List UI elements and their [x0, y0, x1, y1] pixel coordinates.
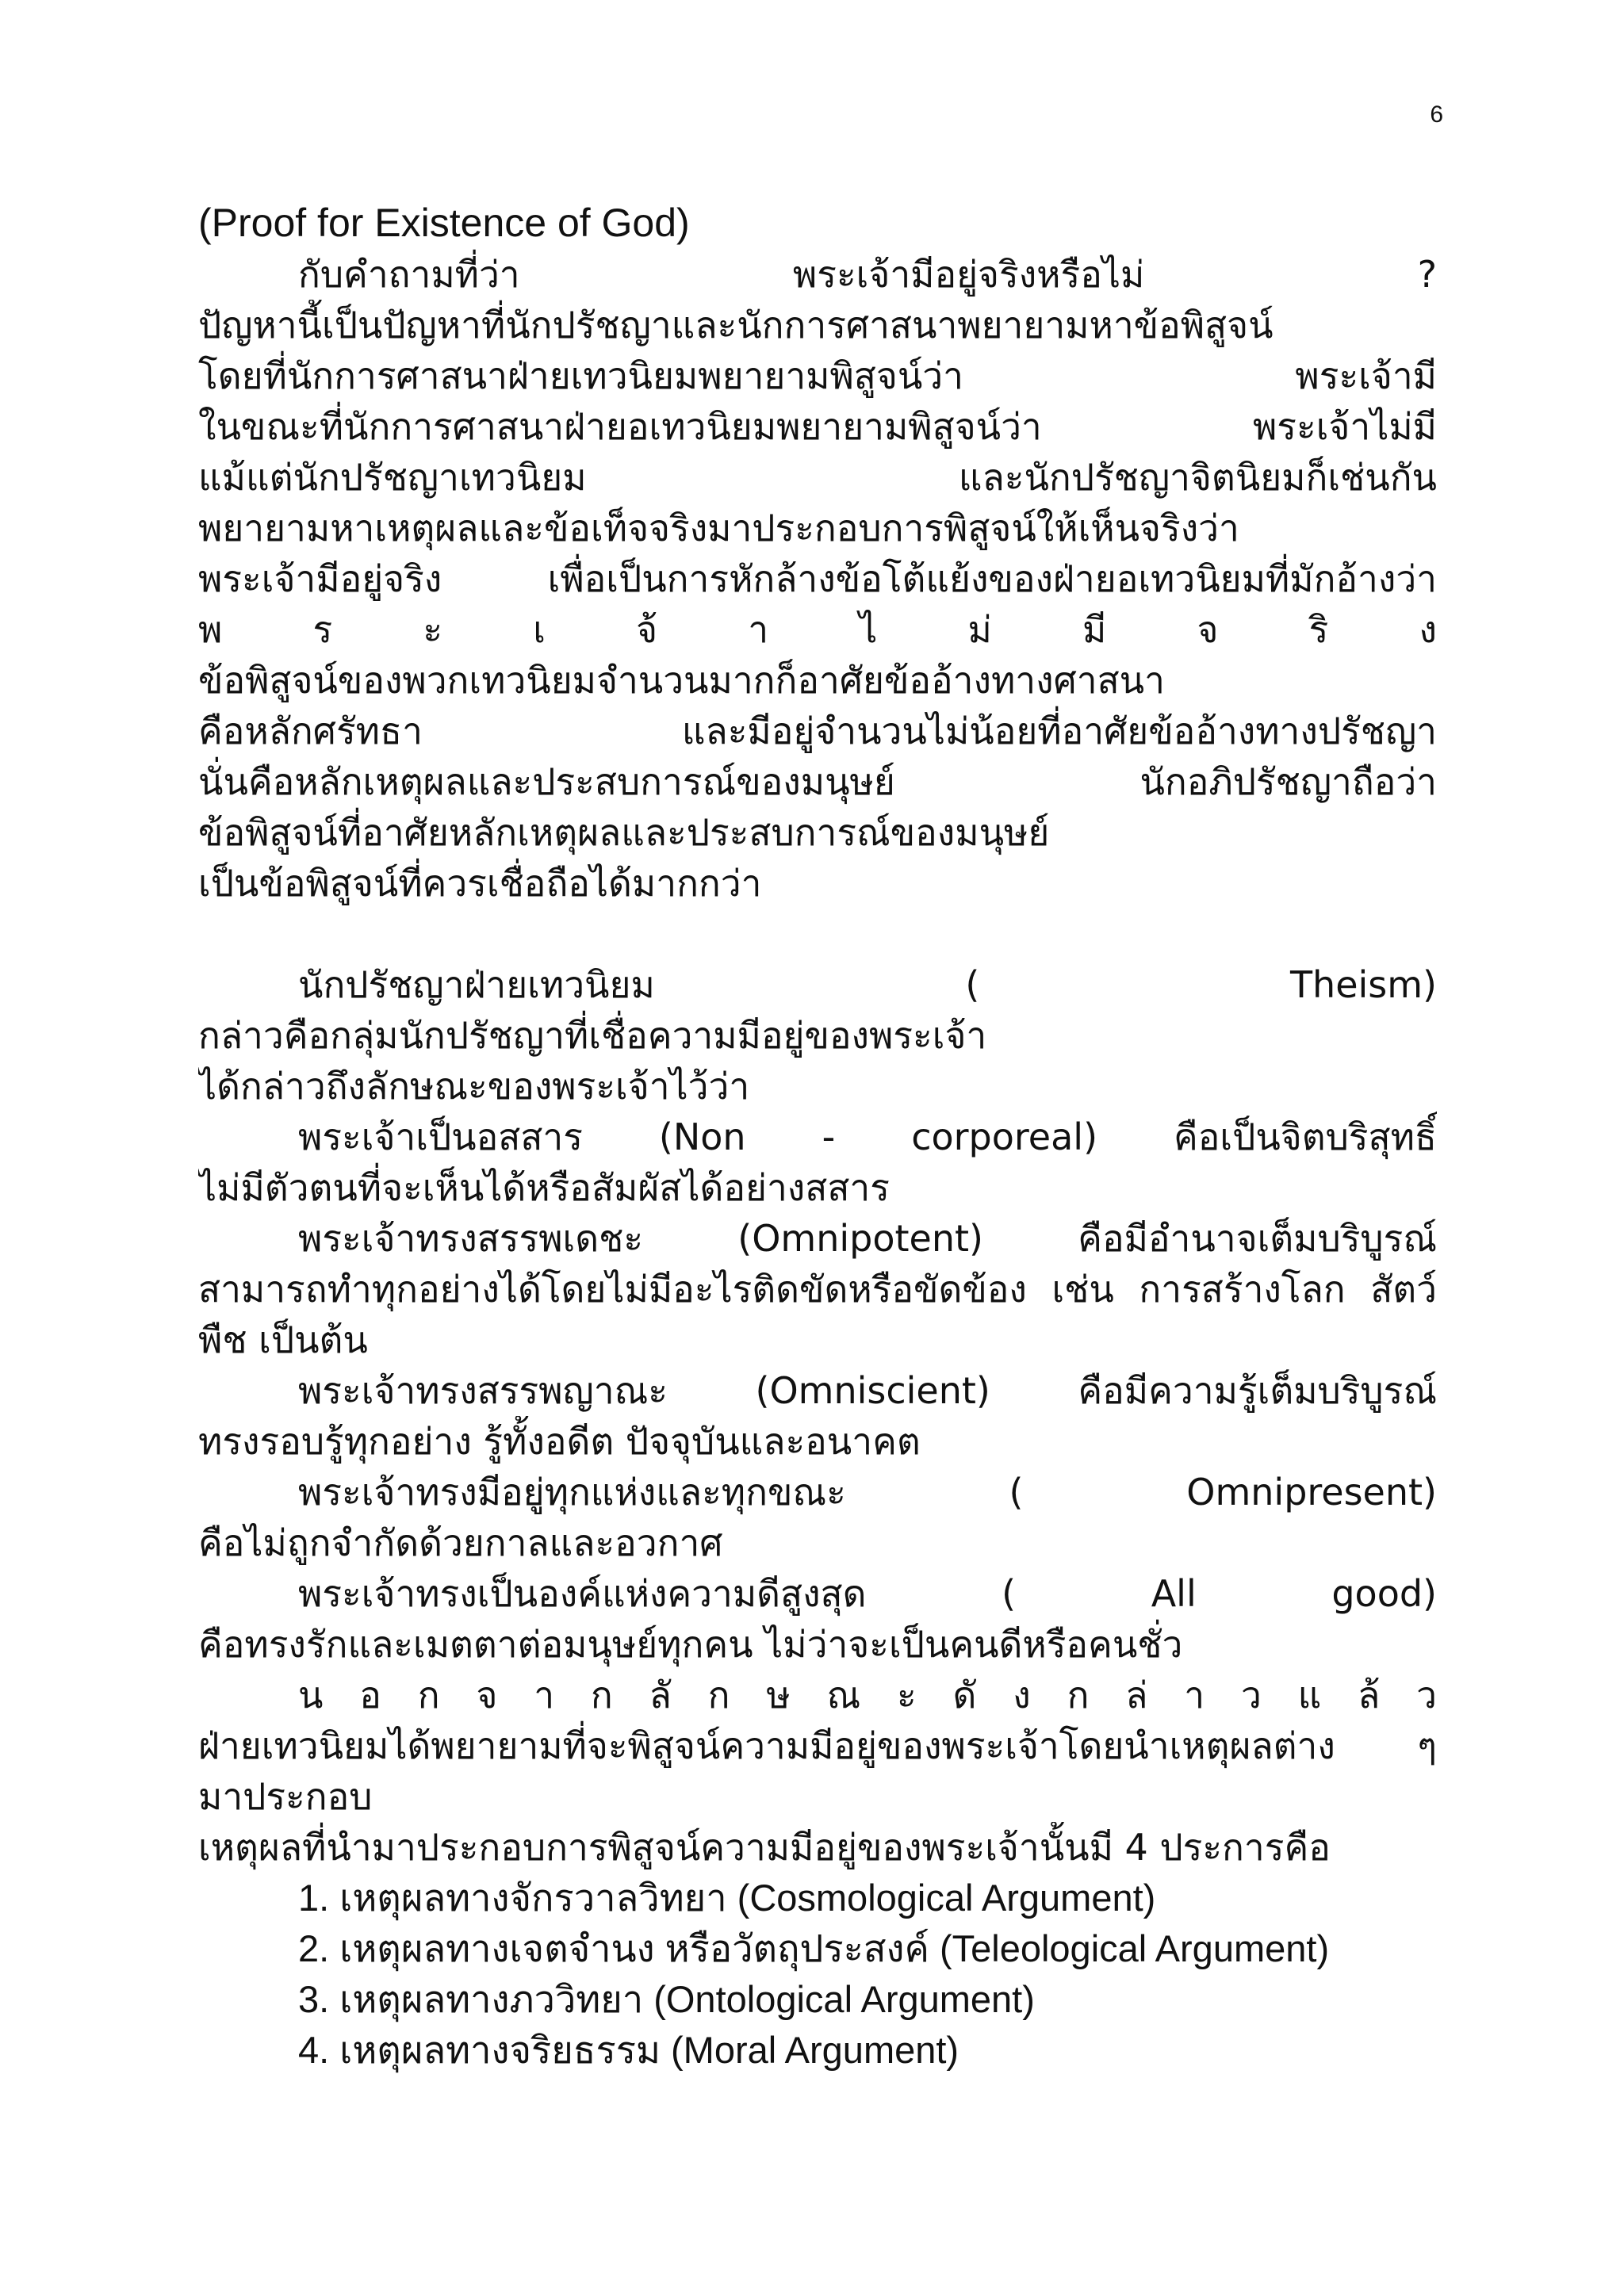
paragraph-line: พระเจ้าทรงเป็นองค์แห่งความดีสูงสุด ( All good) [298, 1572, 1437, 1615]
paragraph-line: ทรงรอบรู้ทุกอย่าง รู้ทั้งอดีต ปัจจุบันและอนาคต [198, 1420, 921, 1463]
paragraph-line: ข้อพิสูจน์ที่อาศัยหลักเหตุผลและประสบการณ์ของมนุษย์ [198, 811, 1050, 854]
paragraph-line: กล่าวคือกลุ่มนักปรัชญาที่เชื่อความมีอยู่ของพระเจ้า [198, 1014, 987, 1057]
paragraph-line: เป็นข้อพิสูจน์ที่ควรเชื่อถือได้มากกว่า [198, 862, 762, 905]
paragraph-line: น อ ก จ า ก ลั ก ษ ณ ะ ดั ง ก ล่ า ว แ ล้ ว [298, 1674, 1437, 1716]
paragraph-line: กับคำถามที่ว่า พระเจ้ามีอยู่จริงหรือไม่ ? [298, 253, 1437, 296]
argument-list-item: 2. เหตุผลทางเจตจำนง หรือวัตถุประสงค์ (Teleological Argument) [298, 1927, 1330, 1969]
paragraph-line: ปัญหานี้เป็นปัญหาที่นักปรัชญาและนักการศาสนาพยายามหาข้อพิสูจน์ [198, 304, 1274, 346]
paragraph-line: มาประกอบ [198, 1775, 373, 1818]
paragraph-line: พระเจ้าทรงมีอยู่ทุกแห่งและทุกขณะ ( Omnipresent) [298, 1471, 1437, 1513]
paragraph-line: ได้กล่าวถึงลักษณะของพระเจ้าไว้ว่า [198, 1065, 750, 1108]
paragraph-line: พระเจ้าทรงสรรพญาณะ (Omniscient) คือมีความรู้เต็มบริบูรณ์ [298, 1369, 1437, 1412]
paragraph-line: คือทรงรักและเมตตาต่อมนุษย์ทุกคน ไม่ว่าจะเป็นคนดีหรือคนชั่ว [198, 1623, 1183, 1666]
argument-list-item: 3. เหตุผลทางภววิทยา (Ontological Argument) [298, 1978, 1035, 2020]
argument-list-item: 4. เหตุผลทางจริยธรรม (Moral Argument) [298, 2029, 959, 2071]
paragraph-line: ไม่มีตัวตนที่จะเห็นได้หรือสัมผัสได้อย่างสสาร [198, 1166, 890, 1209]
paragraph-line: คือหลักศรัทธา และมีอยู่จำนวนไม่น้อยที่อาศัยข้ออ้างทางปรัชญา [198, 710, 1437, 752]
paragraph-line: เหตุผลที่นำมาประกอบการพิสูจน์ความมีอยู่ของพระเจ้านั้นมี 4 ประการคือ [198, 1826, 1331, 1869]
paragraph-line: ฝ่ายเทวนิยมได้พยายามที่จะพิสูจน์ความมีอยู่ของพระเจ้าโดยนำเหตุผลต่าง ๆ [198, 1724, 1437, 1767]
paragraph-line: พระเจ้าเป็นอสสาร (Non - corporeal) คือเป็นจิตบริสุทธิ์ [298, 1115, 1437, 1158]
document-body [198, 197, 1437, 2076]
paragraph-line: แม้แต่นักปรัชญาเทวนิยม และนักปรัชญาจิตนิยมก็เช่นกัน [198, 456, 1437, 499]
page-number: 6 [1430, 101, 1443, 128]
paragraph-line: โดยที่นักการศาสนาฝ่ายเทวนิยมพยายามพิสูจน์ว่า พระเจ้ามี [198, 354, 1437, 397]
paragraph-line: พระเจ้ามีอยู่จริง เพื่อเป็นการหักล้างข้อโต้แย้งของฝ่ายอเทวนิยมที่มักอ้างว่า [198, 557, 1437, 600]
paragraph-line: ในขณะที่นักการศาสนาฝ่ายอเทวนิยมพยายามพิสูจน์ว่า พระเจ้าไม่มี [198, 405, 1437, 448]
paragraph-line: พระเจ้าทรงสรรพเดชะ (Omnipotent) คือมีอำนาจเต็มบริบูรณ์ [298, 1217, 1437, 1260]
paragraph-line: นั่นคือหลักเหตุผลและประสบการณ์ของมนุษย์ นักอภิปรัชญาถือว่า [198, 760, 1437, 803]
paragraph-line: คือไม่ถูกจำกัดด้วยกาลและอวกาศ [198, 1521, 723, 1564]
paragraph-line: พยายามหาเหตุผลและข้อเท็จจริงมาประกอบการพิสูจน์ให้เห็นจริงว่า [198, 507, 1239, 549]
paragraph-line: พืช เป็นต้น [198, 1318, 368, 1361]
paragraph-line: สามารถทำทุกอย่างได้โดยไม่มีอะไรติดขัดหรือขัดข้อง เช่น การสร้างโลก สัตว์ [198, 1268, 1437, 1311]
paragraph-line: นักปรัชญาฝ่ายเทวนิยม ( Theism) [298, 963, 1437, 1006]
paragraph-line: พ ร ะ เ จ้ า ไ ม่ มี จ ริ ง [198, 608, 1437, 651]
blank-line [198, 909, 1437, 959]
section-heading: (Proof for Existence of God) [198, 201, 690, 245]
paragraph-line: ข้อพิสูจน์ของพวกเทวนิยมจำนวนมากก็อาศัยข้ออ้างทางศาสนา [198, 659, 1165, 702]
argument-list-item: 1. เหตุผลทางจักรวาลวิทยา (Cosmological Argument) [298, 1877, 1156, 1919]
